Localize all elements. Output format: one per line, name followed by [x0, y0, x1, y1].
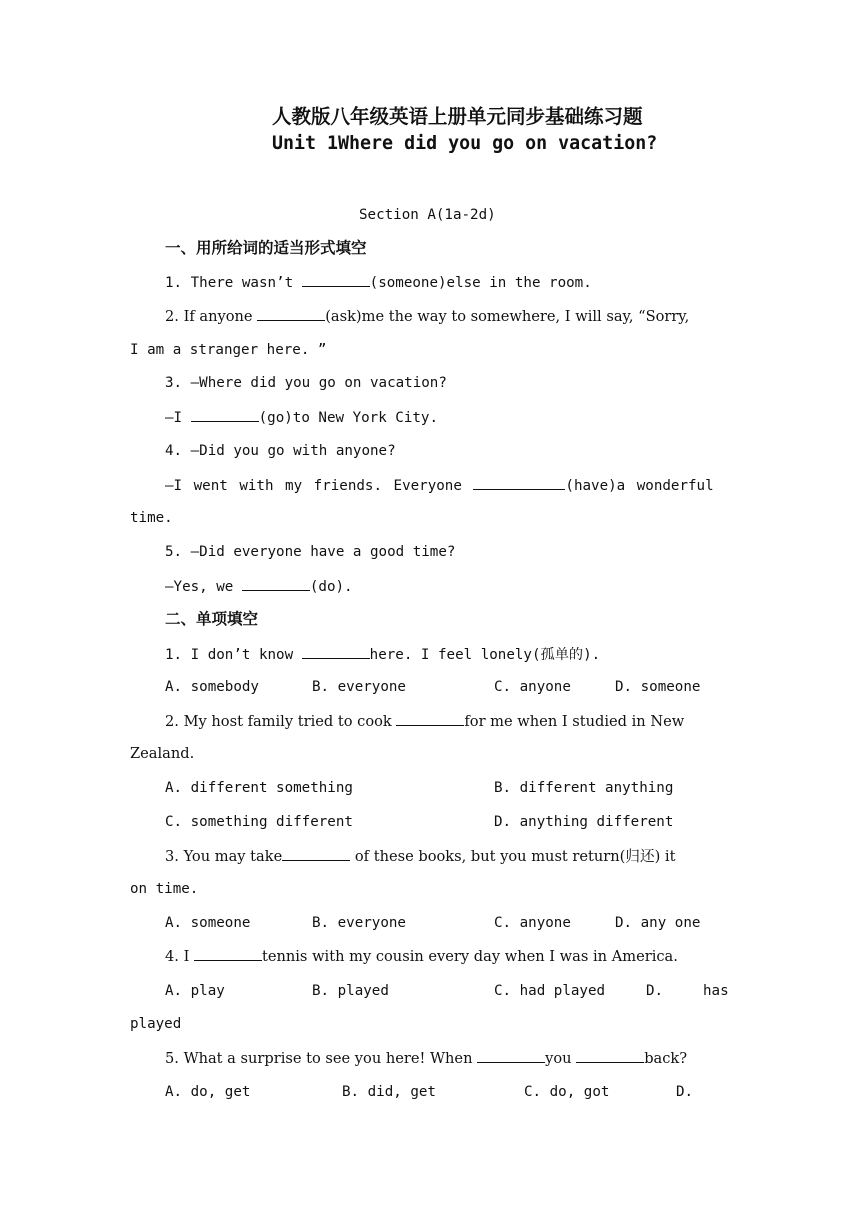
- option-c[interactable]: C. had played: [494, 983, 606, 999]
- answer-blank[interactable]: [477, 1048, 545, 1063]
- option-a[interactable]: A. do, get: [165, 1084, 251, 1100]
- part1-q2-cont: I am a stranger here. ”: [130, 342, 327, 358]
- section-title: Section A(1a-2d): [359, 207, 496, 223]
- option-d[interactable]: D. anything different: [494, 814, 674, 830]
- answer-blank[interactable]: [302, 644, 370, 659]
- part2-q5: 5. What a surprise to see you here! When you back?: [165, 1050, 688, 1067]
- option-d-text: has: [703, 983, 729, 999]
- part1-q3-answer: —I (go)to New York City.: [165, 407, 438, 428]
- part2-q2-cont: Zealand.: [130, 745, 195, 762]
- part1-q3-question: 3. —Where did you go on vacation?: [165, 375, 447, 391]
- part2-q4: 4. I tennis with my cousin every day when I was in America.: [165, 948, 678, 965]
- answer-blank[interactable]: [191, 407, 259, 422]
- answer-blank[interactable]: [194, 946, 262, 961]
- option-c[interactable]: C. anyone: [494, 679, 571, 695]
- part1-q5-question: 5. —Did everyone have a good time?: [165, 544, 456, 560]
- part2-heading: 二、单项填空: [165, 610, 259, 628]
- answer-blank[interactable]: [242, 576, 310, 591]
- option-d[interactable]: D.: [646, 983, 664, 999]
- part1-q4-cont: time.: [130, 510, 173, 526]
- part1-q2: 2. If anyone (ask)me the way to somewhere, I will say, “Sorry,: [165, 308, 690, 325]
- option-a[interactable]: A. someone: [165, 915, 251, 931]
- option-a[interactable]: A. somebody: [165, 679, 259, 695]
- part2-q3-cont: on time.: [130, 881, 199, 897]
- answer-blank[interactable]: [396, 711, 464, 726]
- answer-blank[interactable]: [576, 1048, 644, 1063]
- option-d[interactable]: D.: [676, 1084, 694, 1100]
- answer-blank[interactable]: [282, 846, 350, 861]
- part1-q4-answer: —I went with my friends. Everyone (have)a wonderful: [165, 475, 714, 496]
- part2-q4-cont: played: [130, 1016, 182, 1032]
- part2-q1: 1. I don’t know here. I feel lonely(孤单的).: [165, 644, 600, 665]
- answer-blank[interactable]: [257, 306, 325, 321]
- part1-q1: 1. There wasn’t (someone)else in the room.: [165, 272, 592, 293]
- option-c[interactable]: C. something different: [165, 814, 353, 830]
- unit-title: Unit 1Where did you go on vacation?: [272, 133, 658, 154]
- option-b[interactable]: B. different anything: [494, 780, 674, 796]
- option-b[interactable]: B. everyone: [312, 915, 406, 931]
- part2-q2: 2. My host family tried to cook for me when I studied in New: [165, 713, 685, 730]
- part2-q3: 3. You may take of these books, but you must return(归还) it: [165, 848, 676, 865]
- page-title: 人教版八年级英语上册单元同步基础练习题: [272, 105, 643, 128]
- answer-blank[interactable]: [302, 272, 370, 287]
- option-c[interactable]: C. do, got: [524, 1084, 610, 1100]
- part1-heading: 一、用所给词的适当形式填空: [165, 239, 367, 257]
- option-b[interactable]: B. did, get: [342, 1084, 436, 1100]
- option-d[interactable]: D. any one: [615, 915, 701, 931]
- option-c[interactable]: C. anyone: [494, 915, 571, 931]
- option-a[interactable]: A. different something: [165, 780, 353, 796]
- option-d[interactable]: D. someone: [615, 679, 701, 695]
- part1-q4-question: 4. —Did you go with anyone?: [165, 443, 396, 459]
- option-a[interactable]: A. play: [165, 983, 225, 999]
- answer-blank[interactable]: [473, 475, 565, 490]
- option-b[interactable]: B. everyone: [312, 679, 406, 695]
- option-b[interactable]: B. played: [312, 983, 389, 999]
- part1-q5-answer: —Yes, we (do).: [165, 576, 353, 597]
